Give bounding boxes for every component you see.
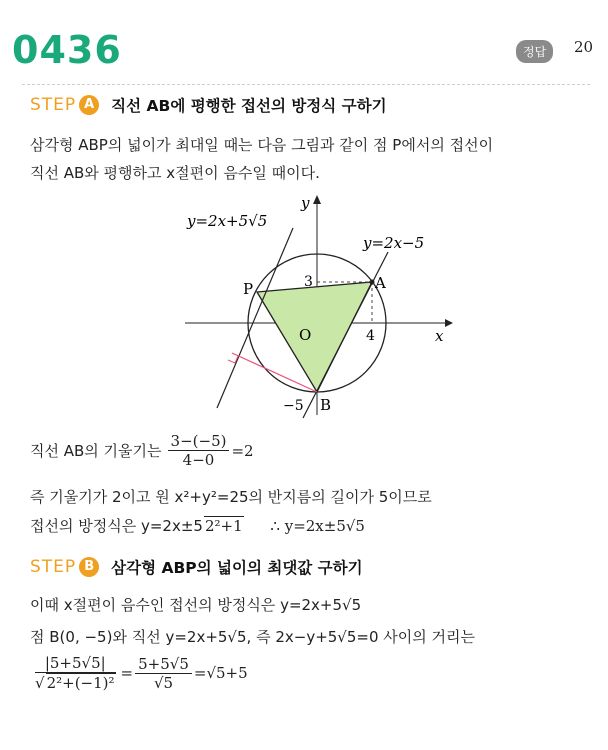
distance-denominator: 2²+(−1)² — [46, 674, 115, 692]
calc-line-3 — [30, 515, 365, 536]
tick-4-label: 4 — [366, 328, 375, 344]
circle-tangent-figure — [175, 190, 465, 420]
step-b-title: 삼각형 ABP의 넓이의 최댓값 구하기 — [111, 559, 363, 577]
distance-fraction — [32, 654, 119, 692]
step-b-text-1: 이때 x절편이 음수인 접선의 방정식은 y=2x+5√5 — [30, 596, 362, 614]
distance-denominator-wrap: √ 2²+(−1)² — [35, 674, 115, 692]
slope-result: =2 — [231, 441, 254, 460]
slope-numerator: 3−(−5) — [168, 432, 230, 451]
equals-sign: = — [120, 664, 134, 682]
step-b-label: STEP — [30, 557, 77, 577]
step-b-heading — [30, 556, 363, 578]
origin-label: O — [299, 326, 312, 344]
answer-page: 20 — [574, 38, 594, 56]
step-a-text-1: 삼각형 ABP의 넓이가 최대일 때는 다음 그림과 같이 점 P에서의 접선이 — [30, 136, 494, 154]
header-divider — [22, 84, 590, 85]
x-axis-arrow — [445, 319, 453, 327]
step-b-text-2: 점 B(0, −5)와 직선 y=2x+5√5, 즉 2x−y+5√5=0 사이의 거리는 — [30, 628, 475, 646]
point-b-label: B — [320, 396, 332, 414]
tangent-eq-prefix: 접선의 방정식은 y=2x±5 — [30, 517, 203, 535]
second-numerator: 5+5√5 — [135, 655, 192, 674]
distance-line — [30, 654, 248, 692]
slope-prefix: 직선 AB의 기울기는 — [30, 442, 162, 460]
step-b-letter: B — [79, 557, 99, 577]
line-ab-label: y=2x−5 — [363, 234, 425, 252]
tick-3-label: 3 — [304, 274, 313, 290]
second-fraction — [135, 655, 192, 692]
second-denominator: √5 — [153, 673, 174, 692]
step-a-heading — [30, 94, 387, 116]
problem-number: 0436 — [12, 28, 122, 72]
calc-line-2: 즉 기울기가 2이고 원 x²+y²=25의 반지름의 길이가 5이므로 — [30, 488, 432, 506]
step-a-letter: A — [79, 95, 99, 115]
triangle-abp — [257, 282, 372, 392]
slope-fraction — [168, 432, 230, 469]
step-a-text-2: 직선 AB와 평행하고 x절편이 음수일 때이다. — [30, 164, 320, 182]
answer-badge: 정답 — [516, 40, 553, 63]
tangent-eq-suffix: ∴ y=2x±5√5 — [270, 517, 365, 535]
step-a-title: 직선 AB에 평행한 접선의 방정식 구하기 — [111, 97, 387, 115]
step-a-label: STEP — [30, 95, 77, 115]
slope-denominator: 4−0 — [182, 451, 215, 469]
tangent-eq-sqrt: 2²+1 — [204, 517, 243, 535]
x-axis-label: x — [435, 327, 444, 345]
point-a-label: A — [375, 274, 386, 292]
tangent-label: y=2x+5√5 — [187, 212, 268, 230]
tick-minus5-label: −5 — [283, 398, 304, 414]
y-axis-label: y — [301, 194, 310, 212]
point-p-label: P — [243, 280, 254, 298]
point-a-dot — [370, 280, 375, 285]
slope-line — [30, 432, 254, 469]
distance-result: =√5+5 — [193, 664, 248, 682]
y-axis-arrow — [313, 195, 321, 204]
distance-numerator: |5+5√5| — [35, 654, 116, 673]
